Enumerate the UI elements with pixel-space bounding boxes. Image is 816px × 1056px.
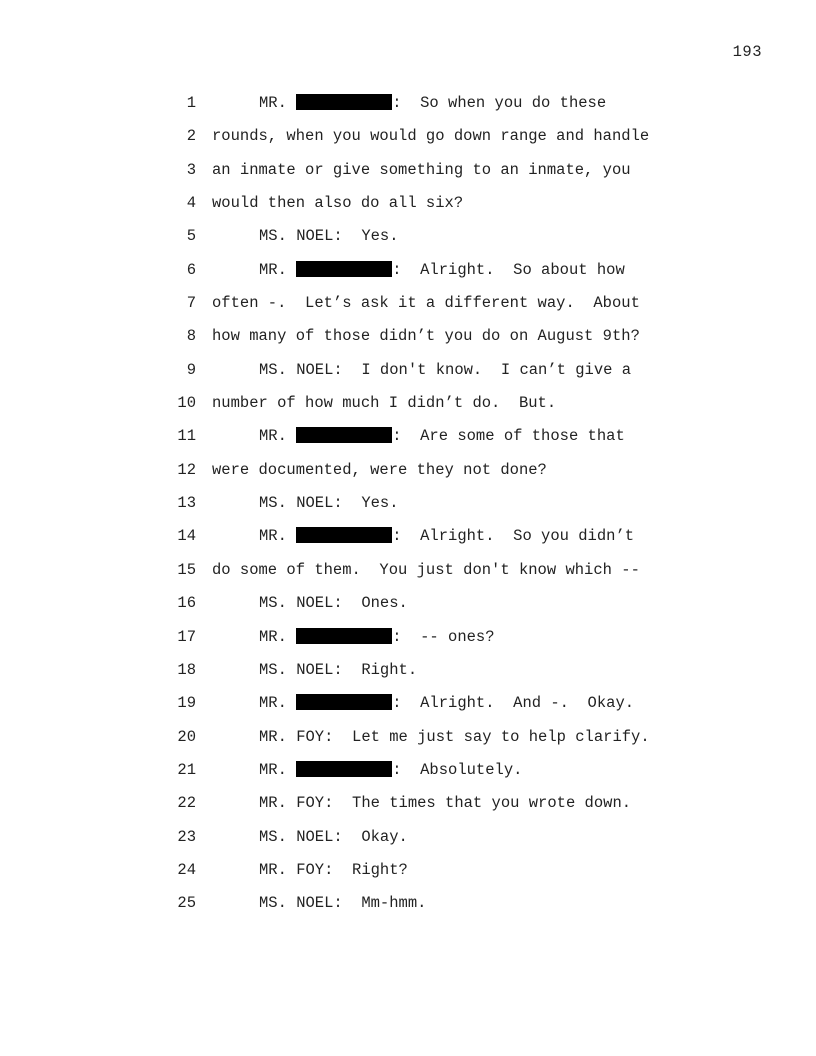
- line-text-lead: MR.: [259, 94, 297, 112]
- line-number: 6: [186, 260, 196, 279]
- line-text-tail: : Are some of those that: [392, 427, 625, 446]
- line-text: [212, 326, 640, 346]
- transcript-line: [0, 793, 816, 826]
- redacted-name-block: [296, 628, 392, 644]
- line-number: 18: [177, 660, 196, 679]
- redacted-name-block: [296, 94, 392, 110]
- transcript-line: [0, 260, 816, 293]
- line-text: [259, 627, 495, 647]
- line-text: [212, 393, 556, 413]
- line-text: [259, 226, 399, 246]
- line-text-tail: : So when you do these: [392, 94, 607, 112]
- line-text: [212, 560, 640, 580]
- line-text: [259, 793, 631, 813]
- transcript-line: [0, 627, 816, 660]
- line-number: 20: [177, 727, 196, 746]
- line-text-lead: do some of them. You just don't know which --: [212, 560, 640, 579]
- line-number: 25: [177, 894, 196, 913]
- line-text-lead: MS. NOEL: Ones.: [259, 594, 408, 613]
- page-number: 193: [732, 43, 762, 61]
- line-text: [212, 293, 640, 313]
- redacted-name-block: [296, 694, 392, 710]
- line-text: [212, 193, 463, 213]
- line-text: [259, 760, 522, 780]
- line-text: [259, 660, 417, 680]
- line-text-lead: an inmate or give something to an inmate, you: [212, 160, 631, 179]
- line-text: [259, 426, 625, 446]
- redacted-name-block: [296, 427, 392, 443]
- line-text: [259, 727, 650, 747]
- transcript-line: [0, 126, 816, 159]
- transcript-line: [0, 160, 816, 193]
- redacted-name-block: [296, 761, 392, 777]
- line-number: 1: [186, 94, 196, 112]
- line-number: 12: [177, 460, 196, 479]
- transcript-line: [0, 193, 816, 226]
- transcript-line: [0, 393, 816, 426]
- line-text-lead: MS. NOEL: Yes.: [259, 227, 399, 246]
- line-text: [259, 93, 606, 113]
- line-number: 21: [177, 760, 196, 779]
- line-text-tail: : -- ones?: [392, 627, 495, 646]
- transcript-line: [0, 493, 816, 526]
- line-number: 3: [186, 160, 196, 179]
- line-text-tail: : Absolutely.: [392, 760, 523, 779]
- transcript-line: [0, 460, 816, 493]
- transcript-line: [0, 360, 816, 393]
- line-number: 9: [186, 360, 196, 379]
- line-text: [259, 893, 426, 913]
- line-text: [259, 493, 399, 513]
- line-text-lead: MS. NOEL: Mm-hmm.: [259, 894, 427, 913]
- transcript-line: [0, 893, 816, 926]
- line-text-lead: MR.: [259, 694, 297, 713]
- line-text-lead: MS. NOEL: Right.: [259, 660, 418, 679]
- line-text: [259, 860, 408, 880]
- line-text: [259, 526, 634, 546]
- transcript-line: [0, 560, 816, 593]
- line-number: 16: [177, 594, 196, 613]
- line-text: [259, 593, 408, 613]
- redacted-name-block: [296, 527, 392, 543]
- line-number: 23: [177, 827, 196, 846]
- line-text-lead: would then also do all six?: [212, 194, 464, 213]
- line-number: 19: [177, 694, 196, 713]
- line-text: [212, 460, 547, 480]
- line-text-lead: MS. NOEL: Yes.: [259, 494, 399, 513]
- line-text: [259, 360, 631, 380]
- line-text-lead: number of how much I didn’t do. But.: [212, 394, 557, 413]
- line-number: 13: [177, 494, 196, 513]
- transcript-line: [0, 426, 816, 459]
- line-text-lead: MR.: [259, 760, 297, 779]
- line-text-lead: often -. Let’s ask it a different way. About: [212, 294, 640, 313]
- line-text-lead: MR. FOY: Right?: [259, 860, 408, 879]
- line-text-lead: MR.: [259, 427, 297, 446]
- line-text: [212, 160, 631, 180]
- line-text-lead: MR.: [259, 627, 297, 646]
- line-number: 22: [177, 794, 196, 813]
- line-number: 2: [186, 127, 196, 146]
- transcript-line: [0, 93, 816, 126]
- line-text-lead: MS. NOEL: I don't know. I can’t give a: [259, 360, 632, 379]
- line-number: 8: [186, 327, 196, 346]
- line-text: [259, 693, 634, 713]
- transcript-line: [0, 660, 816, 693]
- line-text-tail: : Alright. And -. Okay.: [392, 694, 635, 713]
- line-number: 17: [177, 627, 196, 646]
- line-number: 15: [177, 560, 196, 579]
- line-text: [212, 126, 649, 146]
- transcript-line: [0, 326, 816, 359]
- line-text-lead: were documented, were they not done?: [212, 460, 547, 479]
- line-text-tail: : Alright. So you didn’t: [392, 527, 635, 546]
- line-text-lead: rounds, when you would go down range and handle: [212, 127, 650, 146]
- transcript-line: [0, 860, 816, 893]
- line-number: 10: [177, 394, 196, 413]
- line-number: 24: [177, 860, 196, 879]
- line-text: [259, 827, 408, 847]
- transcript-line: [0, 226, 816, 259]
- transcript-line: [0, 526, 816, 559]
- line-text-lead: MR.: [259, 260, 297, 279]
- transcript-line: [0, 760, 816, 793]
- line-number: 14: [177, 527, 196, 546]
- line-number: 5: [186, 227, 196, 246]
- line-number: 7: [186, 294, 196, 313]
- line-text-lead: MR. FOY: Let me just say to help clarify.: [259, 727, 650, 746]
- line-text-lead: MS. NOEL: Okay.: [259, 827, 408, 846]
- redacted-name-block: [296, 261, 392, 277]
- line-text: [259, 260, 625, 280]
- line-text-lead: how many of those didn’t you do on August 9th?: [212, 327, 640, 346]
- line-number: 11: [177, 427, 196, 446]
- line-text-tail: : Alright. So about how: [392, 260, 625, 279]
- line-number: 4: [186, 194, 196, 213]
- line-text-lead: MR.: [259, 527, 297, 546]
- transcript-lines: [0, 93, 816, 927]
- transcript-line: [0, 293, 816, 326]
- transcript-line: [0, 593, 816, 626]
- transcript-line: [0, 727, 816, 760]
- transcript-line: [0, 693, 816, 726]
- transcript-line: [0, 827, 816, 860]
- line-text-lead: MR. FOY: The times that you wrote down.: [259, 794, 632, 813]
